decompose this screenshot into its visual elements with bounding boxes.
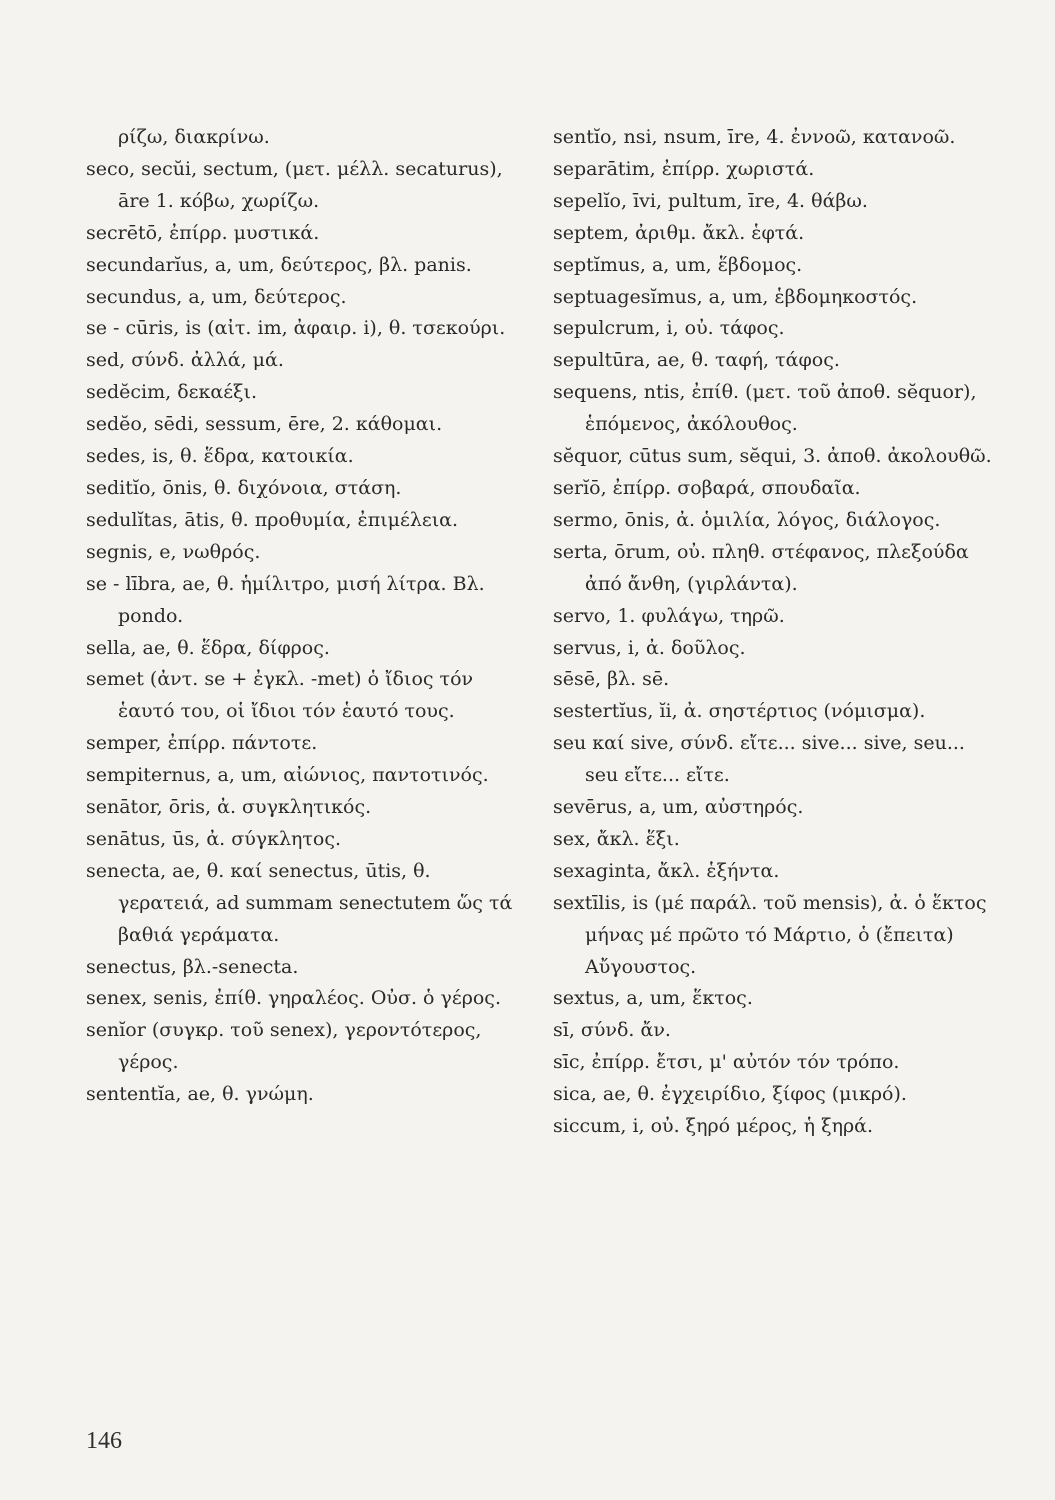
dictionary-entry: sica, ae, θ. ἐγχειρίδιο, ξίφος (μικρό). (553, 1083, 907, 1106)
dictionary-entry: seditĭo, ōnis, θ. διχόνοια, στάση. (86, 476, 402, 499)
dictionary-entry: senātor, ōris, ἀ. συγκλητικός. (86, 796, 372, 819)
dictionary-entry: servo, 1. φυλάγω, τηρῶ. (553, 604, 785, 627)
dictionary-entry: senĭor (συγκρ. τοῦ senex), γεροντότερος, γέρος. (86, 1019, 482, 1074)
dictionary-entry: senātus, ūs, ἀ. σύγκλητος. (86, 827, 342, 850)
dictionary-entry: servus, i, ἀ. δοῦλος. (553, 636, 746, 659)
dictionary-entry: secrētō, ἐπίρρ. μυστικά. (86, 221, 320, 244)
dictionary-entry: sermo, ōnis, ἀ. ὁμιλία, λόγος, διάλογος. (553, 508, 941, 531)
dictionary-entry: sexaginta, ἄκλ. ἑξήντα. (553, 859, 780, 882)
dictionary-entry: sevērus, a, um, αὐστηρός. (553, 796, 804, 819)
dictionary-entry: sepulcrum, i, οὐ. τάφος. (553, 317, 785, 340)
dictionary-entry: sestertĭus, ĭi, ἀ. σηστέρτιος (νόμισμα). (553, 700, 926, 723)
dictionary-entry: se - lībra, ae, θ. ἡμίλιτρο, μισή λίτρα. Βλ. pondo. (86, 572, 485, 627)
dictionary-entry: sĕquor, cūtus sum, sĕqui, 3. ἀποθ. ἀκολουθῶ. (553, 445, 992, 468)
dictionary-entry: siccum, i, οὐ. ξηρό μέρος, ἡ ξηρά. (553, 1115, 873, 1138)
dictionary-entry: sedulĭtas, ātis, θ. προθυμία, ἐπιμέλεια. (86, 508, 459, 531)
dictionary-entry: septem, ἀριθμ. ἄκλ. ἑφτά. (553, 221, 805, 244)
dictionary-entry: sepultūra, ae, θ. ταφή, τάφος. (553, 349, 840, 372)
right-column (553, 122, 993, 1143)
dictionary-entry: sedes, is, θ. ἕδρα, κατοικία. (86, 445, 354, 468)
dictionary-entry: serĭō, ἐπίρρ. σοβαρά, σπουδαῖα. (553, 476, 861, 499)
dictionary-entry: senectus, βλ.-senecta. (86, 955, 299, 978)
dictionary-entry: septĭmus, a, um, ἕβδομος. (553, 253, 803, 276)
dictionary-entry: se - cūris, is (αἰτ. im, ἀφαιρ. i), θ. τσεκούρι. (86, 317, 506, 340)
dictionary-entry: sextus, a, um, ἕκτος. (553, 987, 753, 1010)
dictionary-entry: seu καί sive, σύνδ. εἴτε... sive... sive, seu... seu εἴτε... εἴτε. (553, 732, 965, 787)
dictionary-entry: sepelĭo, īvi, pultum, īre, 4. θάβω. (553, 189, 868, 212)
page-number: 146 (86, 1428, 122, 1454)
dictionary-entry: sī, σύνδ. ἄν. (553, 1019, 671, 1042)
dictionary-entry: sella, ae, θ. ἕδρα, δίφρος. (86, 636, 330, 659)
dictionary-entry: sedĕcim, δεκαέξι. (86, 381, 257, 404)
dictionary-entry: secundus, a, um, δεύτερος. (86, 285, 347, 308)
dictionary-entry: sempiternus, a, um, αἰώνιος, παντοτινός. (86, 764, 489, 787)
dictionary-entry: senex, senis, ἐπίθ. γηραλέος. Οὐσ. ὁ γέρος. (86, 987, 501, 1010)
dictionary-entry: sīc, ἐπίρρ. ἔτσι, μ' αὐτόν τόν τρόπο. (553, 1051, 900, 1074)
dictionary-entry: serta, ōrum, οὐ. πληθ. στέφανος, πλεξούδα ἀπό ἄνθη, (γιρλάντα). (553, 540, 969, 595)
dictionary-entry: sententĭa, ae, θ. γνώμη. (86, 1083, 314, 1106)
dictionary-entry: sentĭo, nsi, nsum, īre, 4. ἐννοῶ, κατανοῶ. (553, 126, 956, 148)
dictionary-entry: sēsē, βλ. sē. (553, 668, 670, 691)
dictionary-entry: septuagesĭmus, a, um, ἑβδομηκοστός. (553, 285, 918, 308)
dictionary-entry: sed, σύνδ. ἀλλά, μά. (86, 349, 284, 372)
dictionary-entry: segnis, e, νωθρός. (86, 540, 261, 563)
dictionary-entry: secundarĭus, a, um, δεύτερος, βλ. panis. (86, 253, 472, 276)
dictionary-entry: sextīlis, is (μέ παράλ. τοῦ mensis), ἀ. ὁ ἕκτος μήνας μέ πρῶτο τό Μάρτιο, ὁ (ἔπειτα) Αὔγουστος. (553, 891, 987, 978)
dictionary-entry: sedĕo, sēdi, sessum, ēre, 2. κάθομαι. (86, 413, 443, 436)
dictionary-entry: semet (ἀντ. se + ἐγκλ. -met) ὁ ἴδιος τόν ἑαυτό του, οἱ ἴδιοι τόν ἑαυτό τους. (86, 668, 474, 723)
dictionary-entry: seco, secŭi, sectum, (μετ. μέλλ. secaturus), āre 1. κόβω, χωρίζω. (86, 157, 503, 212)
dictionary-entry: sequens, ntis, ἐπίθ. (μετ. τοῦ ἀποθ. sĕquor), ἑπόμενος, ἀκόλουθος. (553, 381, 977, 436)
dictionary-entry: separātim, ἐπίρρ. χωριστά. (553, 157, 815, 180)
dictionary-entry: semper, ἐπίρρ. πάντοτε. (86, 732, 318, 755)
left-column (86, 122, 526, 1111)
dictionary-entry: sex, ἄκλ. ἕξι. (553, 827, 680, 850)
dictionary-entry: senecta, ae, θ. καί senectus, ūtis, θ. γερατειά, ad summam senectutem ὥς τά βαθιά γεράματα. (86, 859, 513, 946)
dictionary-entry: ρίζω, διακρίνω. (118, 126, 270, 148)
